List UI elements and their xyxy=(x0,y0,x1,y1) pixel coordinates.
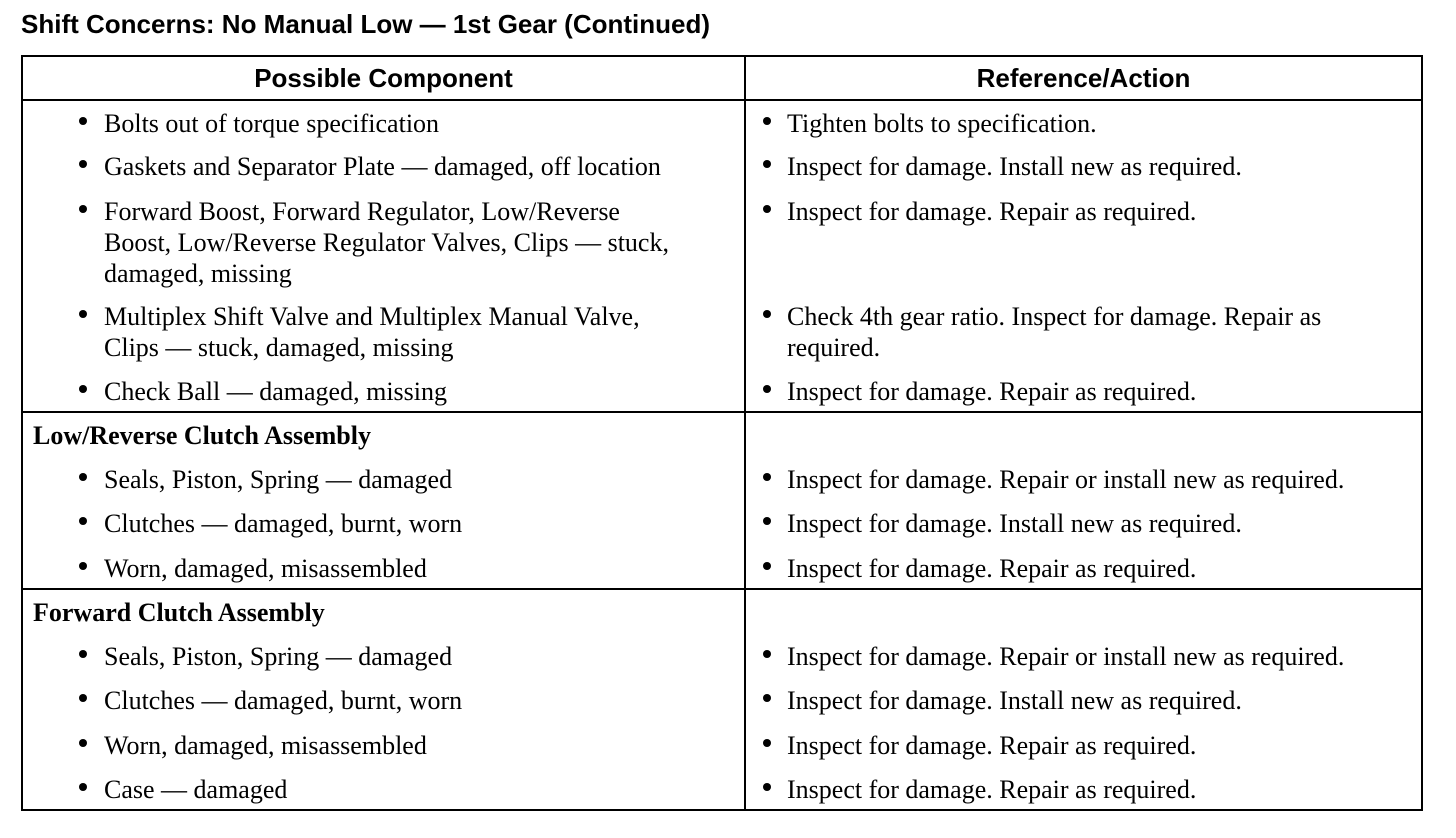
component-item xyxy=(23,108,744,139)
action-cell xyxy=(745,100,1422,144)
table-row xyxy=(22,723,1422,767)
bullet-icon xyxy=(763,650,771,658)
bullet-icon xyxy=(763,517,771,525)
table-row xyxy=(22,457,1422,501)
bullet-icon xyxy=(79,205,87,213)
component-item xyxy=(23,730,744,761)
action-line: Inspect for damage. Install new as required. xyxy=(787,686,1242,715)
component-cell xyxy=(22,294,745,369)
component-cell xyxy=(22,144,745,189)
component-item xyxy=(23,508,744,539)
action-cell xyxy=(745,369,1422,412)
bullet-icon xyxy=(763,783,771,791)
action-cell xyxy=(745,634,1422,678)
bullet-icon xyxy=(79,562,87,570)
bullet-icon xyxy=(79,117,87,125)
action-cell xyxy=(745,144,1422,189)
bullet-icon xyxy=(79,473,87,481)
empty-cell xyxy=(745,412,1422,457)
action-cell xyxy=(745,457,1422,501)
component-cell xyxy=(22,723,745,767)
action-cell xyxy=(745,723,1422,767)
component-line: Clutches — damaged, burnt, worn xyxy=(104,509,463,538)
bullet-icon xyxy=(79,310,87,318)
component-cell xyxy=(22,546,745,589)
component-line: Multiplex Shift Valve and Multiplex Manual Valve, xyxy=(104,302,640,331)
bullet-icon xyxy=(79,517,87,525)
component-item xyxy=(23,301,744,363)
action-item xyxy=(746,641,1421,672)
bullet-icon xyxy=(763,694,771,702)
action-item xyxy=(746,376,1421,407)
component-item xyxy=(23,641,744,672)
bullet-icon xyxy=(763,160,771,168)
bullet-icon xyxy=(763,117,771,125)
action-cell xyxy=(745,501,1422,546)
group-heading: Forward Clutch Assembly xyxy=(33,598,325,627)
action-line: Inspect for damage. Repair as required. xyxy=(787,554,1197,583)
table-row xyxy=(22,369,1422,412)
table-row xyxy=(22,634,1422,678)
component-item xyxy=(23,376,744,407)
bullet-icon xyxy=(763,562,771,570)
table-row xyxy=(22,678,1422,723)
bullet-icon xyxy=(763,473,771,481)
bullet-icon xyxy=(763,205,771,213)
action-cell xyxy=(745,678,1422,723)
group-heading-cell xyxy=(22,412,745,457)
page-title: Shift Concerns: No Manual Low — 1st Gear (Continued) xyxy=(21,9,711,39)
component-line: Clips — stuck, damaged, missing xyxy=(104,333,454,362)
component-cell xyxy=(22,634,745,678)
component-item xyxy=(23,685,744,716)
bullet-icon xyxy=(79,160,87,168)
component-line: Case — damaged xyxy=(104,775,288,804)
component-item xyxy=(23,553,744,584)
table-row xyxy=(22,294,1422,369)
table-row xyxy=(22,501,1422,546)
table-group-forward-clutch xyxy=(22,589,1422,810)
action-line: Inspect for damage. Repair as required. xyxy=(787,775,1197,804)
action-line: required. xyxy=(787,333,881,362)
action-cell xyxy=(745,767,1422,810)
action-item xyxy=(746,730,1421,761)
action-cell xyxy=(745,189,1422,294)
component-line: Worn, damaged, misassembled xyxy=(104,731,427,760)
bullet-icon xyxy=(79,385,87,393)
action-item xyxy=(746,774,1421,805)
component-line: Seals, Piston, Spring — damaged xyxy=(104,642,453,671)
component-cell xyxy=(22,100,745,144)
action-item xyxy=(746,151,1421,182)
table-group-general xyxy=(22,100,1422,412)
diagnostic-table xyxy=(21,55,1423,811)
component-line: damaged, missing xyxy=(104,259,292,288)
group-heading-row xyxy=(22,412,1422,457)
component-line: Check Ball — damaged, missing xyxy=(104,377,448,406)
bullet-icon xyxy=(79,694,87,702)
action-line: Inspect for damage. Install new as required. xyxy=(787,152,1242,181)
column-header-action: Reference/Action xyxy=(745,56,1422,100)
component-line: Worn, damaged, misassembled xyxy=(104,554,427,583)
action-line: Tighten bolts to specification. xyxy=(787,109,1097,138)
component-cell xyxy=(22,501,745,546)
empty-cell xyxy=(745,589,1422,634)
component-line: Gaskets and Separator Plate — damaged, off location xyxy=(104,152,661,181)
action-line: Inspect for damage. Repair or install new as required. xyxy=(787,642,1345,671)
component-line: Clutches — damaged, burnt, worn xyxy=(104,686,463,715)
action-item xyxy=(746,508,1421,539)
bullet-icon xyxy=(763,310,771,318)
bullet-icon xyxy=(79,650,87,658)
action-line: Inspect for damage. Repair as required. xyxy=(787,197,1197,226)
component-line: Seals, Piston, Spring — damaged xyxy=(104,465,453,494)
bullet-icon xyxy=(79,739,87,747)
component-cell xyxy=(22,457,745,501)
component-line: Bolts out of torque specification xyxy=(104,109,440,138)
action-cell xyxy=(745,294,1422,369)
action-line: Inspect for damage. Repair as required. xyxy=(787,377,1197,406)
group-heading-cell xyxy=(22,589,745,634)
table-row xyxy=(22,100,1422,144)
action-item xyxy=(746,685,1421,716)
table-group-low-reverse-clutch xyxy=(22,412,1422,589)
action-item xyxy=(746,464,1421,495)
action-item xyxy=(746,196,1421,227)
action-item xyxy=(746,301,1421,363)
action-line: Inspect for damage. Install new as required. xyxy=(787,509,1242,538)
component-item xyxy=(23,774,744,805)
group-heading-row xyxy=(22,589,1422,634)
component-item xyxy=(23,196,744,289)
table-row xyxy=(22,144,1422,189)
table-row xyxy=(22,767,1422,810)
component-cell xyxy=(22,189,745,294)
component-item xyxy=(23,151,744,182)
component-line: Boost, Low/Reverse Regulator Valves, Clips — stuck, xyxy=(104,228,669,257)
component-cell xyxy=(22,369,745,412)
bullet-icon xyxy=(79,783,87,791)
component-line: Forward Boost, Forward Regulator, Low/Reverse xyxy=(104,197,620,226)
component-cell xyxy=(22,767,745,810)
component-item xyxy=(23,464,744,495)
action-item xyxy=(746,553,1421,584)
action-item xyxy=(746,108,1421,139)
column-header-component: Possible Component xyxy=(22,56,745,100)
table-row xyxy=(22,189,1422,294)
table-row xyxy=(22,546,1422,589)
bullet-icon xyxy=(763,385,771,393)
action-cell xyxy=(745,546,1422,589)
action-line: Inspect for damage. Repair or install new as required. xyxy=(787,465,1345,494)
action-line: Inspect for damage. Repair as required. xyxy=(787,731,1197,760)
table-header-row xyxy=(22,56,1422,100)
bullet-icon xyxy=(763,739,771,747)
component-cell xyxy=(22,678,745,723)
action-line: Check 4th gear ratio. Inspect for damage. Repair as xyxy=(787,302,1322,331)
group-heading: Low/Reverse Clutch Assembly xyxy=(33,421,371,450)
